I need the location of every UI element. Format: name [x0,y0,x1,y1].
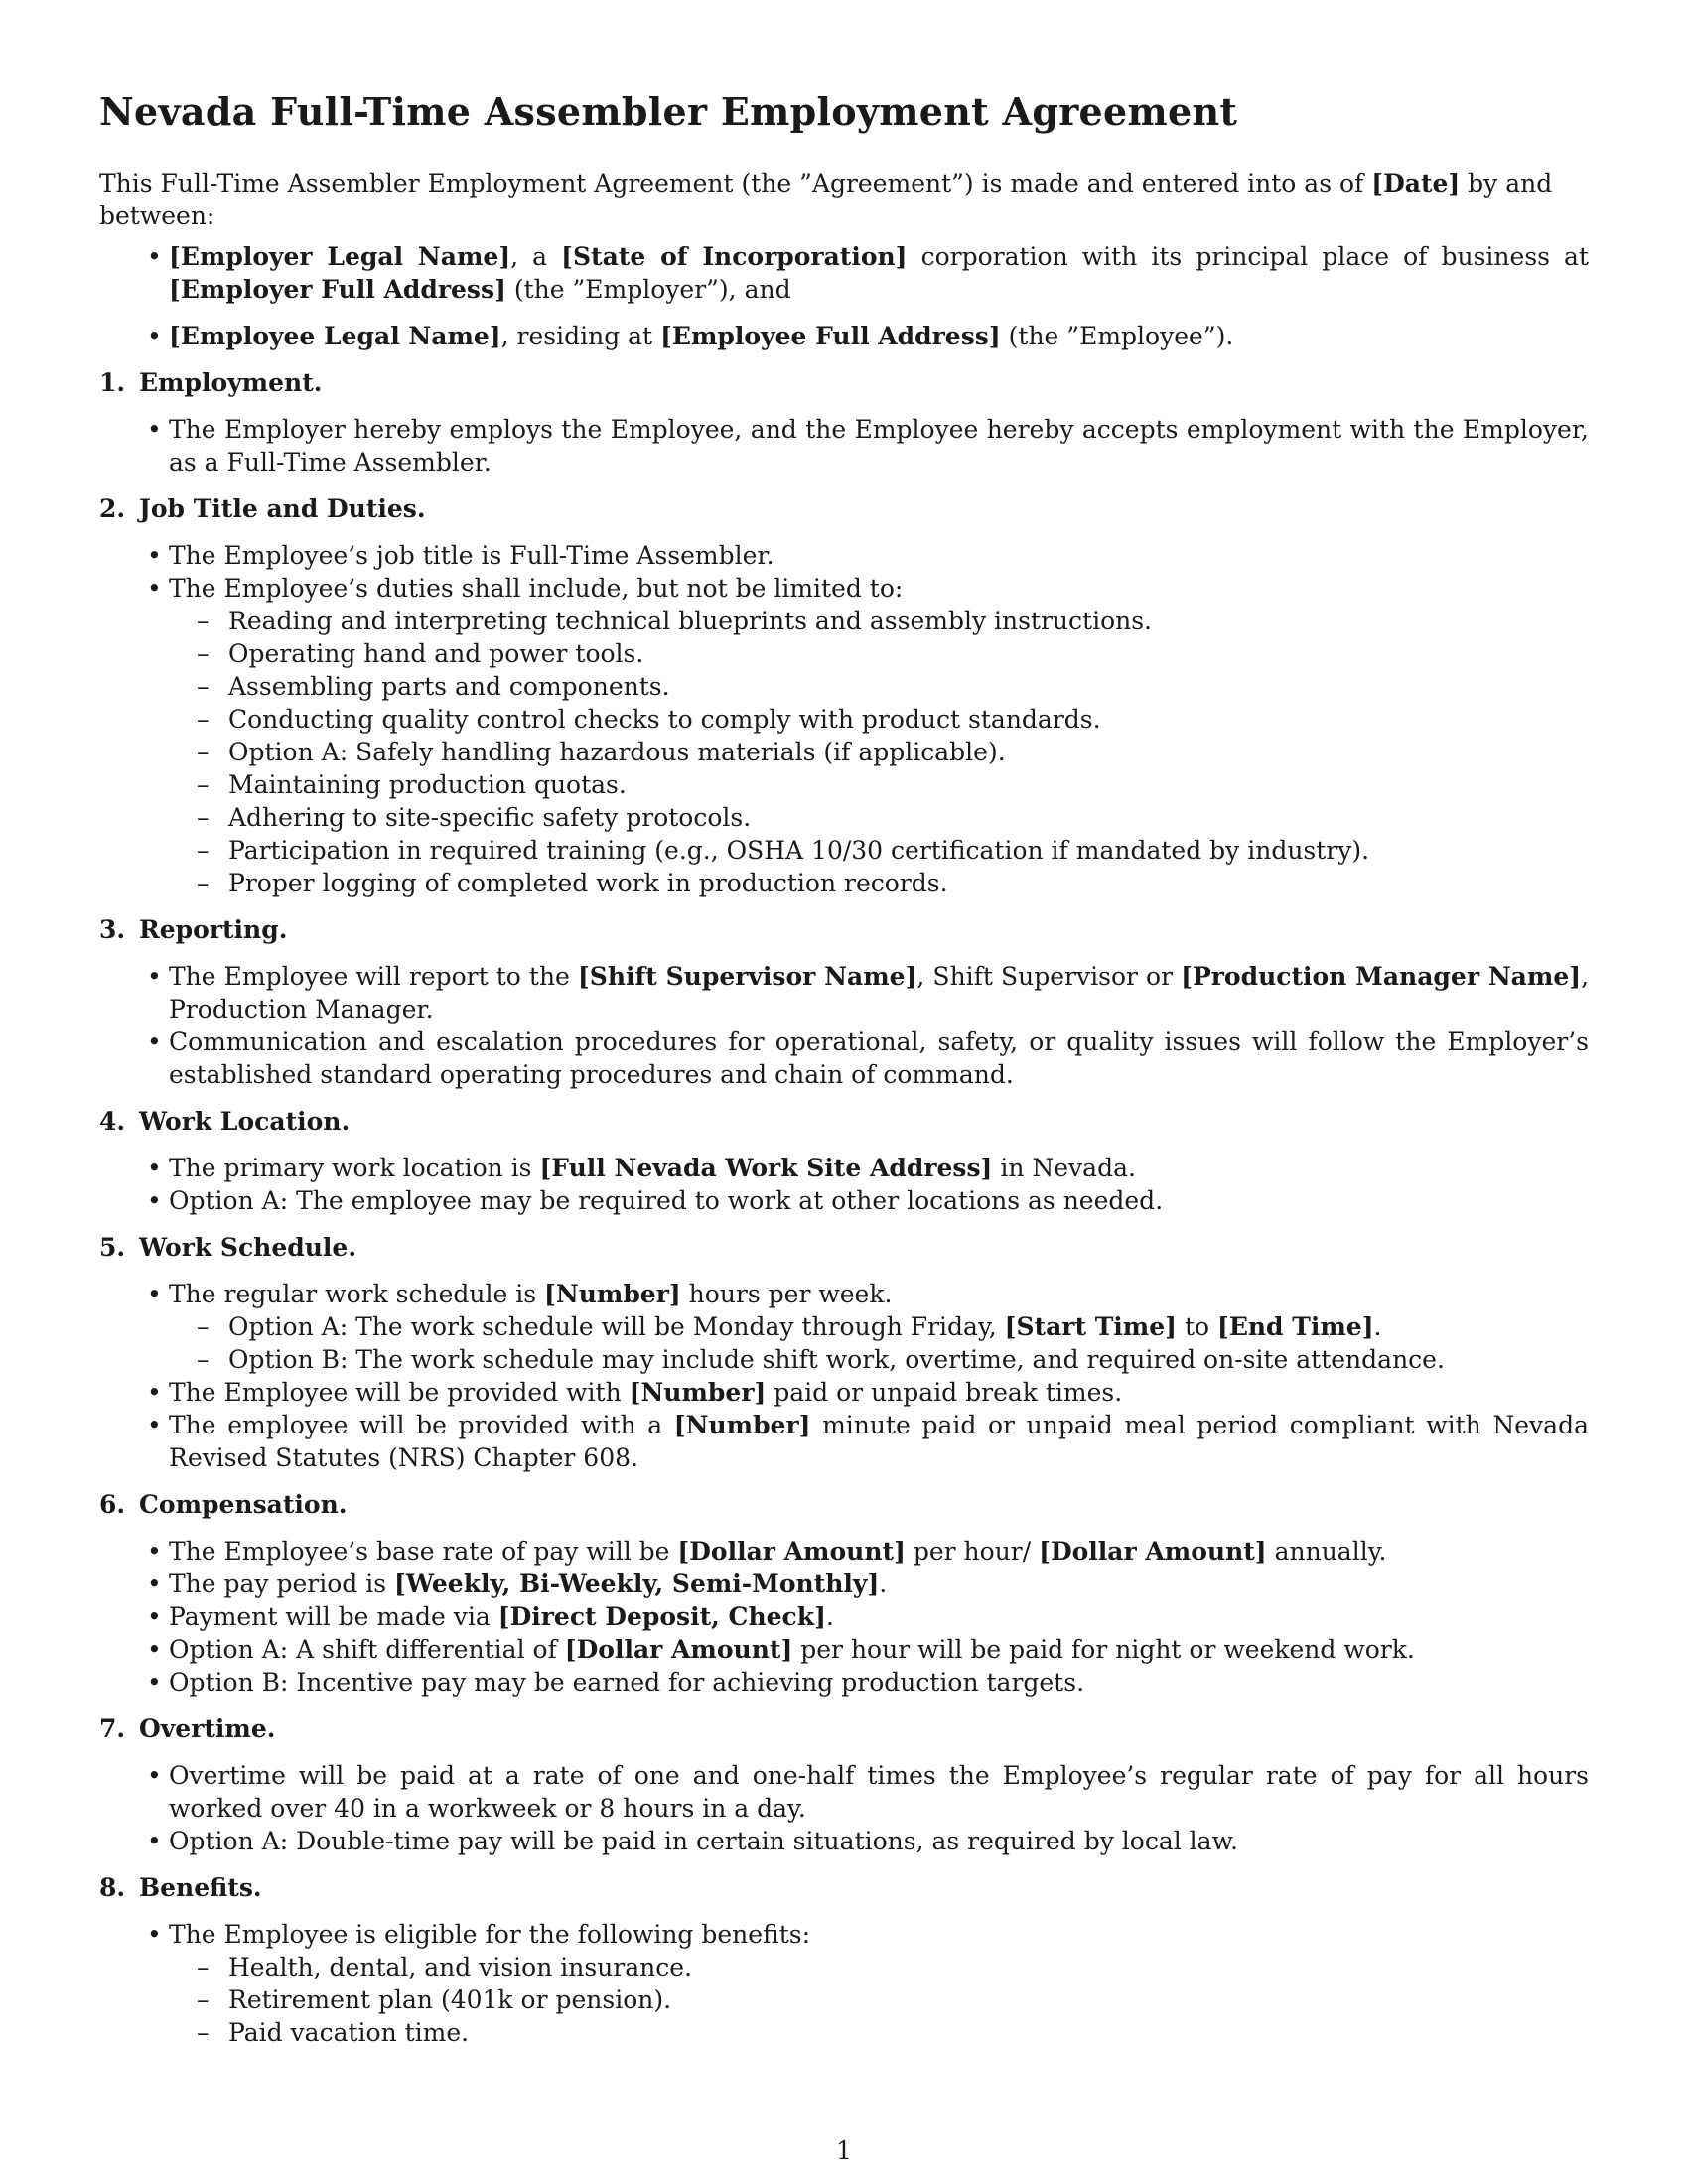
list-item: • Option A: The employee may be required to work at other locations as needed. [99,1184,1589,1217]
intro-paragraph [99,167,1589,232]
list-item [99,1409,1589,1474]
hours-placeholder: [Number] [544,1280,681,1308]
meal-placeholder: [Number] [673,1411,811,1439]
intro-text: by and between: [99,169,1553,230]
section-heading [99,492,1589,525]
list-item: • Communication and escalation procedures for operational, safety, or quality issues will follow the Employer’s established standard operating procedures and chain of command. [99,1025,1589,1091]
list-item: • Option A: Double-time pay will be paid in certain situations, as required by local law. [99,1825,1589,1857]
list-item-text: Option A: A shift differential of [169,1635,565,1664]
employer-name-placeholder: [Employer Legal Name] [169,242,511,271]
section-list [99,413,1589,478]
section-title: Work Schedule. [139,1233,357,1262]
section-heading [99,1712,1589,1745]
list-item-text: minute paid or unpaid meal period compliant with Nevada Revised Statutes (NRS) Chapter 608. [169,1411,1589,1472]
section-number: 8. [99,1873,126,1902]
duty-item: – Reading and interpreting technical blueprints and assembly instructions. [99,605,1589,637]
section-title: Job Title and Duties. [139,494,426,523]
section-list [99,1759,1589,1857]
document-title: Nevada Full-Time Assembler Employment Agreement [99,89,1238,134]
list-item [99,1535,1589,1568]
list-item-text: The pay period is [169,1570,395,1598]
section-number: 2. [99,494,126,523]
duty-item: – Conducting quality control checks to comply with product standards. [99,703,1589,736]
list-item [99,1152,1589,1184]
list-item-text: The employee will be provided with a [169,1411,674,1439]
duty-item: – Maintaining production quotas. [99,768,1589,801]
employee-party [99,320,1589,352]
supervisor-placeholder: [Shift Supervisor Name] [577,962,917,991]
list-item: • The Employee’s job title is Full-Time Assembler. [99,539,1589,572]
manager-placeholder: [Production Manager Name] [1181,962,1582,991]
schedule-options-list [169,1310,1589,1376]
list-item [99,572,1589,899]
start-time-placeholder: [Start Time] [1004,1312,1177,1341]
section-number: 3. [99,915,126,944]
duties-list [169,605,1589,899]
benefit-item: – Paid vacation time. [99,2016,1589,2049]
list-item-text: . [879,1570,888,1598]
work-site-placeholder: [Full Nevada Work Site Address] [539,1154,993,1182]
list-item-text: The Employee will report to the [169,962,578,991]
section-number: 7. [99,1714,126,1743]
list-item-text: Payment will be made via [169,1602,498,1631]
list-item-text: The Employee is eligible for the following benefits: [169,1920,811,1949]
section-number: 5. [99,1233,126,1262]
option-text: Option A: The work schedule will be Monday through Friday, [228,1312,1005,1341]
section-heading [99,1231,1589,1264]
section-list [99,539,1589,899]
party-text: , a [510,242,562,271]
list-item: • The Employer hereby employs the Employee, and the Employee hereby accepts employment with the Employer, as a Full-Time Assembler. [99,413,1589,478]
annual-rate-placeholder: [Dollar Amount] [1039,1537,1267,1566]
section-heading [99,1105,1589,1138]
differential-placeholder: [Dollar Amount] [564,1635,793,1664]
page-number: 1 [836,2136,852,2165]
section-title: Compensation. [139,1490,348,1519]
section-list [99,1535,1589,1699]
party-text: (the ”Employer”), and [505,275,791,304]
breaks-placeholder: [Number] [629,1378,767,1407]
list-item-text: . [825,1602,834,1631]
parties-list [99,240,1589,352]
duty-item: – Assembling parts and components. [99,670,1589,703]
duty-item: – Participation in required training (e.g., OSHA 10/30 certification if mandated by industry). [99,834,1589,867]
employee-name-placeholder: [Employee Legal Name] [169,322,501,350]
intro-text: This Full-Time Assembler Employment Agreement (the ”Agreement”) is made and entered into as of [99,169,1372,198]
party-text: , residing at [500,322,661,350]
list-item [99,1278,1589,1376]
list-item [99,1633,1589,1666]
section-title: Benefits. [139,1873,262,1902]
duty-item: – Adhering to site-specific safety protocols. [99,801,1589,834]
section-title: Work Location. [139,1107,351,1136]
list-item-text: The Employee will be provided with [169,1378,630,1407]
section-list [99,960,1589,1091]
state-placeholder: [State of Incorporation] [561,242,908,271]
section-number: 1. [99,368,126,397]
employee-address-placeholder: [Employee Full Address] [660,322,1001,350]
list-item-text: in Nevada. [992,1154,1136,1182]
pay-period-placeholder: [Weekly, Bi-Weekly, Semi-Monthly] [394,1570,880,1598]
list-item-text: The regular work schedule is [169,1280,545,1308]
section-heading [99,366,1589,399]
option-text: . [1373,1312,1382,1341]
section-heading [99,913,1589,946]
list-item-text: paid or unpaid break times. [766,1378,1123,1407]
list-item-text: annually. [1266,1537,1387,1566]
list-item-text: The primary work location is [169,1154,540,1182]
section-title: Overtime. [139,1714,276,1743]
payment-method-placeholder: [Direct Deposit, Check] [497,1602,826,1631]
end-time-placeholder: [End Time] [1217,1312,1374,1341]
list-item [99,1376,1589,1409]
date-placeholder: [Date] [1371,169,1461,198]
list-item [99,1568,1589,1600]
employer-address-placeholder: [Employer Full Address] [169,275,506,304]
schedule-option: – Option B: The work schedule may include shift work, overtime, and required on-site attendance. [99,1343,1589,1376]
list-item [99,1600,1589,1633]
section-heading [99,1488,1589,1521]
party-text: corporation with its principal place of business at [907,242,1589,271]
section-list [99,1918,1589,2049]
benefits-list [169,1951,1589,2049]
list-item-text: , Shift Supervisor or [916,962,1182,991]
section-list [99,1278,1589,1474]
benefit-item: – Retirement plan (401k or pension). [99,1983,1589,2016]
list-item-text: The Employee’s base rate of pay will be [169,1537,678,1566]
hourly-rate-placeholder: [Dollar Amount] [677,1537,906,1566]
section-heading [99,1871,1589,1904]
list-item-text: , Production Manager. [169,962,1590,1024]
list-item-text: The Employee’s duties shall include, but not be limited to: [169,574,904,603]
option-text: to [1177,1312,1217,1341]
list-item-text: per hour will be paid for night or weekend work. [792,1635,1415,1664]
list-item-text: hours per week. [680,1280,893,1308]
duty-item: – Option A: Safely handling hazardous materials (if applicable). [99,736,1589,768]
section-number: 6. [99,1490,126,1519]
list-item: • Overtime will be paid at a rate of one and one-half times the Employee’s regular rate of pay for all hours worked over 40 in a workweek or 8 hours in a day. [99,1759,1589,1825]
schedule-option [99,1310,1589,1343]
section-list [99,1152,1589,1217]
duty-item: – Proper logging of completed work in production records. [99,867,1589,899]
duty-item: – Operating hand and power tools. [99,637,1589,670]
party-text: (the ”Employee”). [1000,322,1234,350]
section-title: Reporting. [139,915,288,944]
list-item-text: per hour/ [905,1537,1040,1566]
list-item [99,1918,1589,2049]
section-title: Employment. [139,368,323,397]
document-body [99,87,1589,2059]
section-number: 4. [99,1107,126,1136]
list-item [99,960,1589,1025]
benefit-item: – Health, dental, and vision insurance. [99,1951,1589,1983]
list-item: • Option B: Incentive pay may be earned for achieving production targets. [99,1666,1589,1699]
employer-party [99,240,1589,306]
